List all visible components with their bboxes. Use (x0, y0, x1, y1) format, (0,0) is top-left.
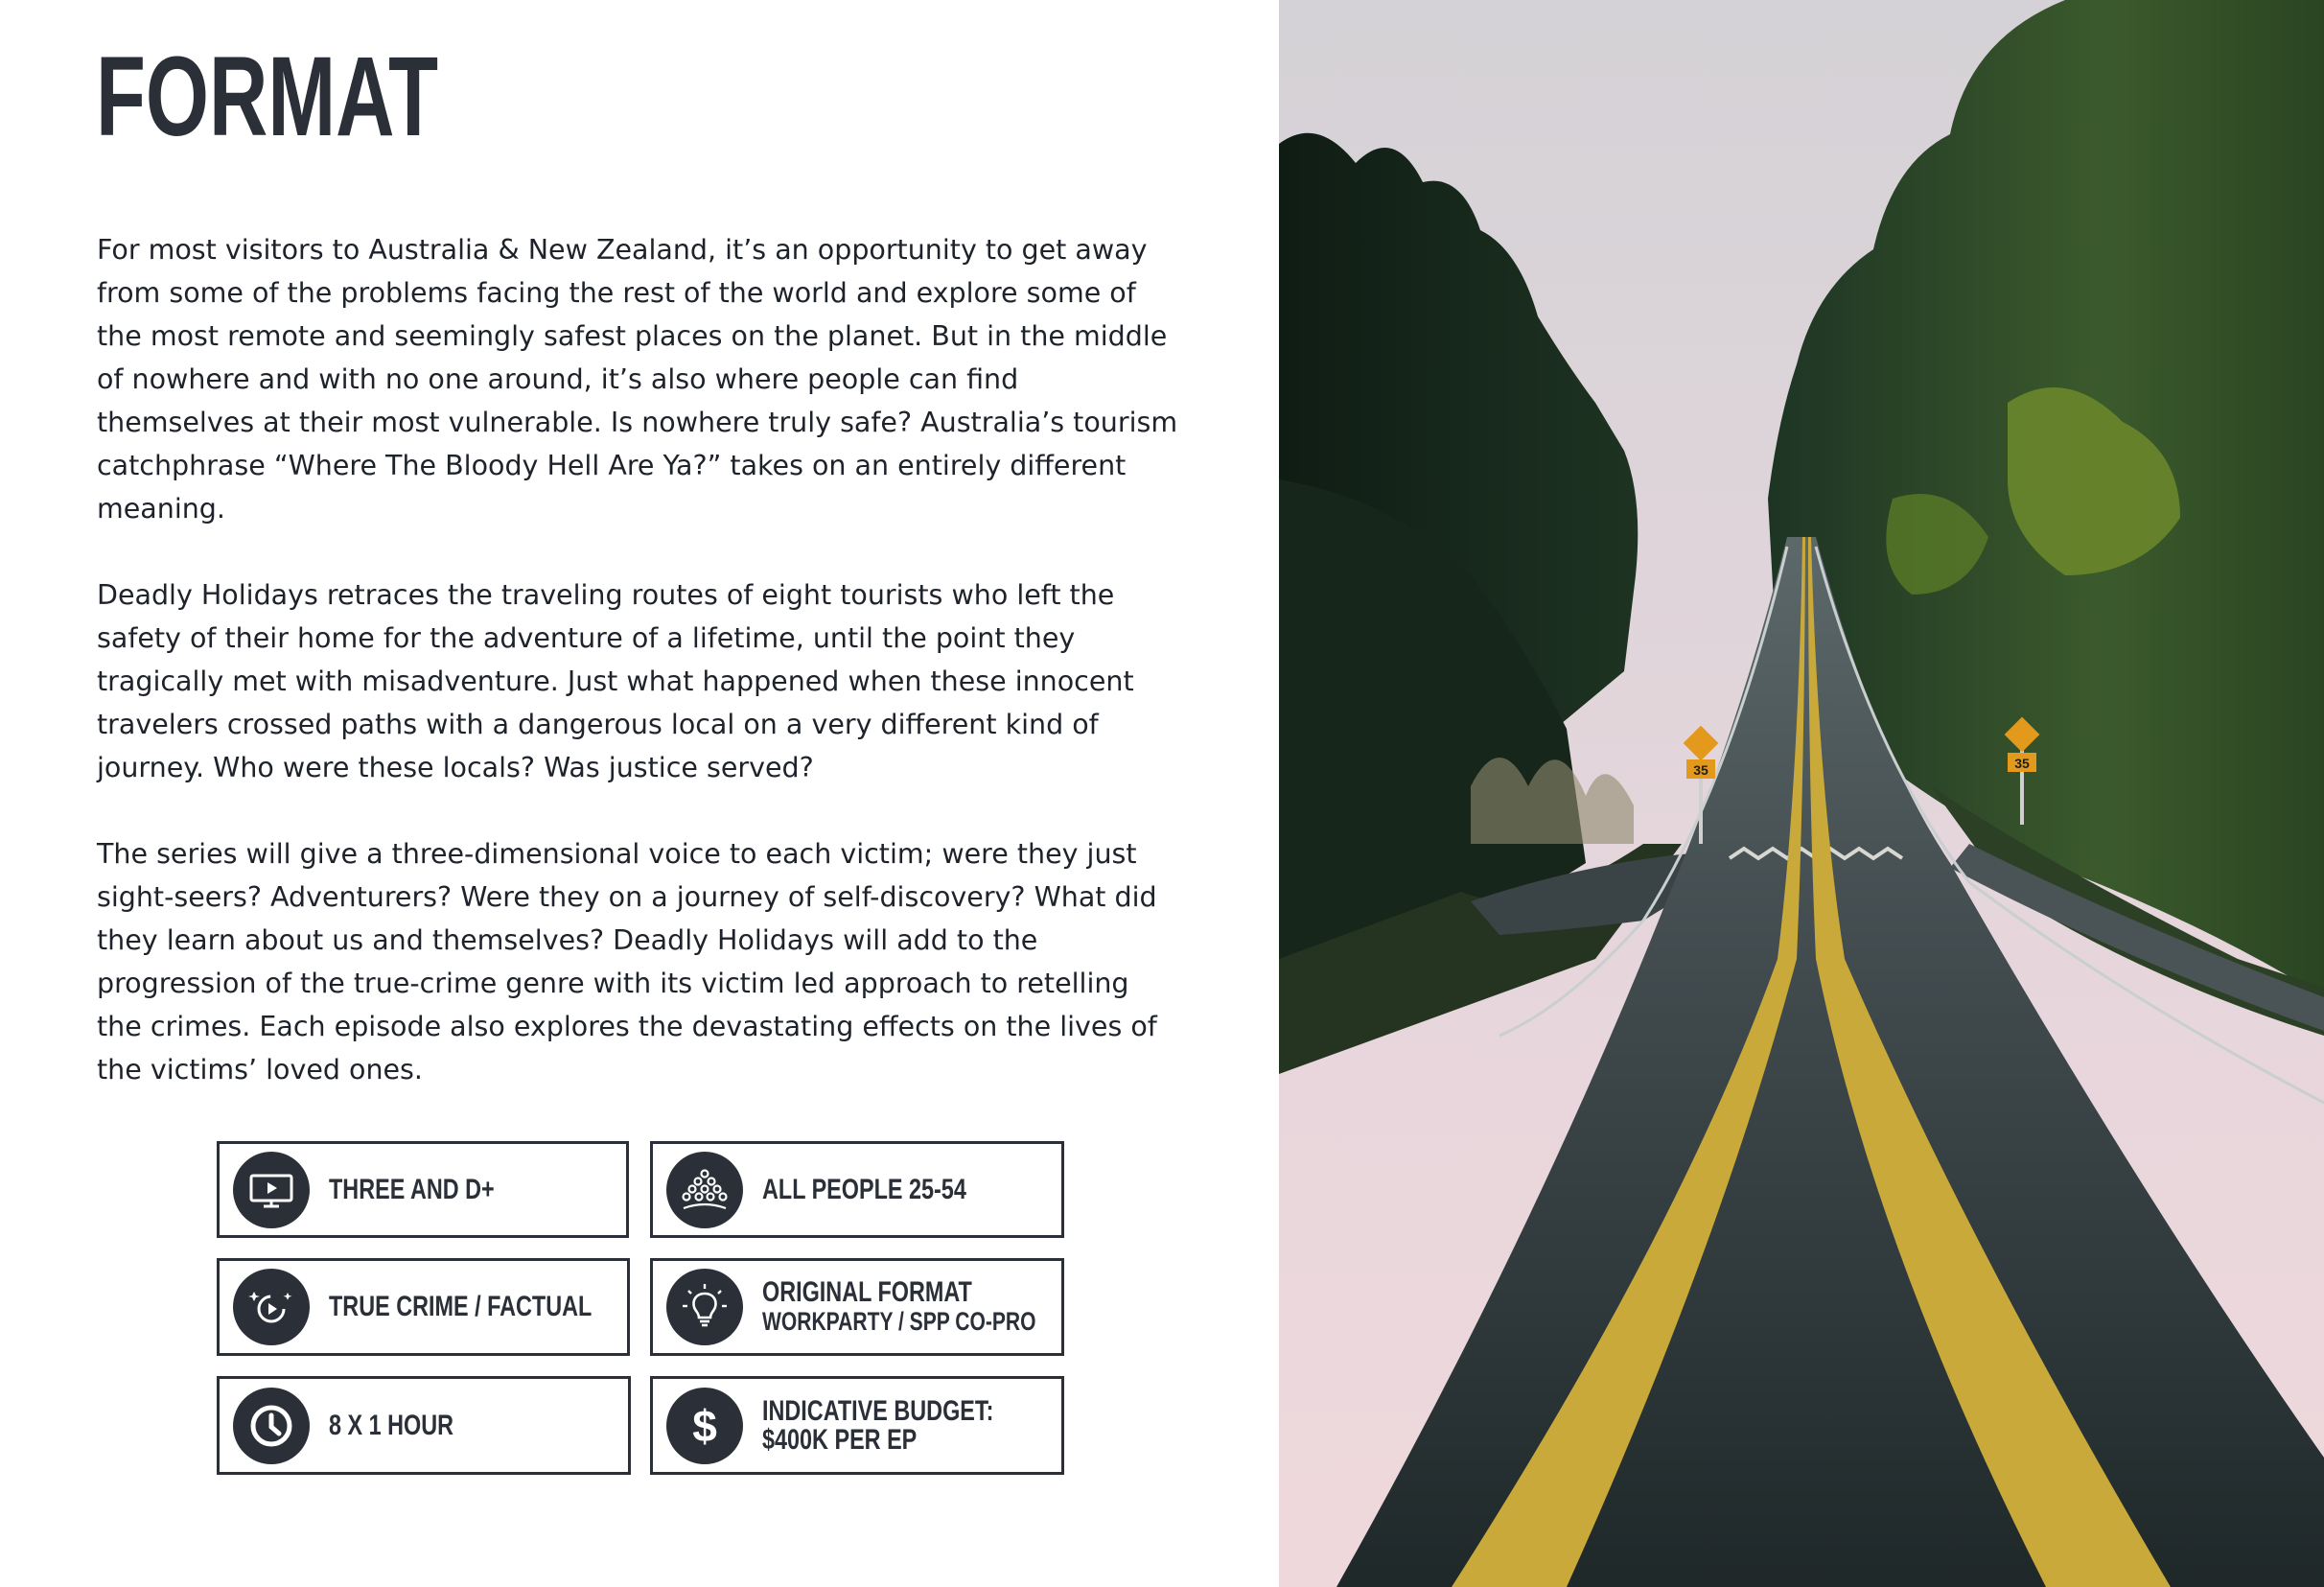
info-box-format (650, 1258, 1064, 1356)
info-label-audience: ALL PEOPLE 25-54 (762, 1173, 966, 1205)
info-box-audience (650, 1141, 1064, 1238)
paragraph-series: The series will give a three-dimensional voice to each victim; were they just sight-seers? Adventurers? Were they on a journey of self-discovery? What did they learn about us and themselves? Deadly Holidays will add to the progression of the true-crime genre with its victim led approach to retelling the crimes. Each episode also explores the devastating effects on the lives of the victims’ loved ones. (97, 838, 1157, 1085)
road-photo (1279, 0, 2324, 1587)
info-label-network: THREE AND D+ (329, 1173, 495, 1205)
road-sign-left-label: 35 (1693, 762, 1708, 778)
road-sign-right-label: 35 (2014, 756, 2030, 771)
info-label-budget: INDICATIVE BUDGET: $400K PER EP (762, 1394, 994, 1456)
info-label-duration: 8 X 1 HOUR (329, 1409, 454, 1441)
genre-icon (233, 1269, 310, 1345)
page-title: FORMAT (96, 34, 439, 160)
dollar-icon (666, 1388, 743, 1464)
info-box-network (217, 1141, 629, 1238)
lightbulb-icon (666, 1269, 743, 1345)
info-box-budget (650, 1376, 1064, 1475)
paragraph-intro: For most visitors to Australia & New Zealand, it’s an opportunity to get away from some of the problems facing the rest of the world and explore some of the most remote and seemingly safest places on the planet. But in the middle of nowhere and with no one around, it’s also where people can find themselves at their most vulnerable. Is nowhere truly safe? Australia’s tourism catchphrase “Where The Bloody Hell Are Ya?” takes on an entirely different meaning. (97, 234, 1178, 525)
info-label-genre: TRUE CRIME / FACTUAL (329, 1291, 593, 1322)
svg-text:$: $ (692, 1400, 717, 1451)
clock-icon (233, 1388, 310, 1464)
info-box-duration (217, 1376, 631, 1475)
paragraph-premise: Deadly Holidays retraces the traveling routes of eight tourists who left the safety of their home for the adventure of a lifetime, until the point they tragically met with misadventure. Just what happened when these innocent travelers crossed paths with a dangerous local on a very different kind of journey. Who were these locals? Was justice served? (97, 579, 1134, 783)
info-box-genre (217, 1258, 630, 1356)
tv-icon (233, 1152, 310, 1228)
info-label-format: ORIGINAL FORMAT WORKPARTY / SPP CO-PRO (762, 1276, 1036, 1336)
format-description (97, 228, 1180, 1134)
audience-icon (666, 1152, 743, 1228)
